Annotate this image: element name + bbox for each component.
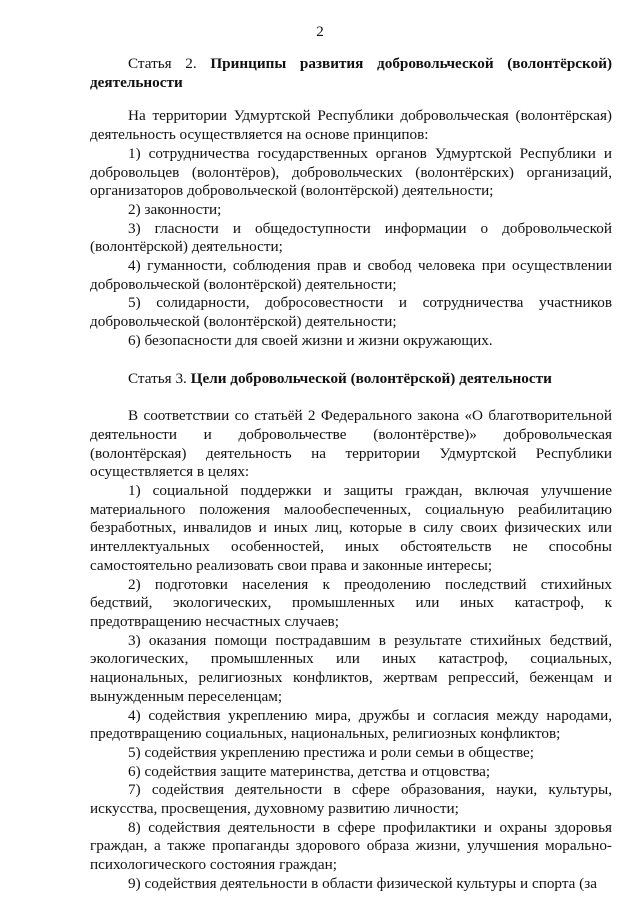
article-2-item-6: 6) безопасности для своей жизни и жизни окружающих. [128,331,493,349]
article-3-item-6: 6) содействия защите материнства, детства и отцовства; [128,762,491,780]
article-3-item-5: 5) содействия укреплению престижа и роли семьи в обществе; [128,743,534,761]
article-2-heading [90,55,612,92]
article-3-item-1: 1) социальной поддержки и защиты граждан, включая улучшение материального положения малообеспеченных, социальную реабилитацию безработных, инвалидов и иных лиц, которые в силу своих физических или интеллектуальных особенностей, иных обстоятельств не способны самостоятельно реализовать свои права и законные интересы; [90,482,612,574]
article-3-item-4: 4) содействия укреплению мира, дружбы и согласия между народами, предотвращению социальных, национальных, религиозных конфликтов; [90,706,612,743]
document-body [90,55,612,894]
article-3-item-3: 3) оказания помощи пострадавшим в результате стихийных бедствий, экологических, промышленных или иных катастроф, социальных, национальных, религиозных конфликтов, жертвам репрессий, беженцам и вынужденным переселенцам; [90,631,612,705]
article-2-title: Принципы развития добровольческой (волонтёрской) деятельности [90,55,613,91]
article-3-intro: В соответствии со статьёй 2 Федерального закона «О благотворительной деятельности и добровольчестве (волонтёрстве)» добровольческая (волонтёрская) деятельность на территории Удмуртской Республики осуществляется в целях: [90,407,612,481]
article-3-label: Статья 3. [128,369,187,387]
article-3-item-8: 8) содействия деятельности в сфере профилактики и охраны здоровья граждан, а также пропаганды здорового образа жизни, улучшения морально-психологического состояния граждан; [90,818,612,874]
article-3-item-9: 9) содействия деятельности в области физической культуры и спорта (за [128,874,597,892]
article-2-item-4: 4) гуманности, соблюдения прав и свобод человека при осуществлении добровольческой (волонтёрской) деятельности; [90,257,612,293]
article-3-heading [90,370,612,389]
article-2-intro: На территории Удмуртской Республики добровольческая (волонтёрская) деятельность осуществляется на основе принципов: [90,107,612,144]
article-2-item-5: 5) солидарности, добросовестности и сотрудничества участников добровольческой (волонтёрской) деятельности; [90,294,612,331]
page-number: 2 [316,24,324,40]
article-3-item-2: 2) подготовки населения к преодолению последствий стихийных бедствий, экологических, промышленных или иных катастроф, к предотвращению несчастных случаев; [90,575,612,630]
article-2-item-3: 3) гласности и общедоступности информации о добровольческой (волонтёрской) деятельности; [90,219,612,256]
article-3-item-7: 7) содействия деятельности в сфере образования, науки, культуры, искусства, просвещения, духовному развитию личности; [90,781,612,818]
article-2-item-2: 2) законности; [128,200,222,218]
article-2-label: Статья 2. [128,55,197,72]
article-2-item-1: 1) сотрудничества государственных органов Удмуртской Республики и добровольцев (волонтёров), добровольческих (волонтёрских) организаций, организаторов добровольческой (волонтёрской) деятельности; [90,144,612,200]
article-3-title: Цели добровольческой (волонтёрской) деятельности [190,369,552,387]
